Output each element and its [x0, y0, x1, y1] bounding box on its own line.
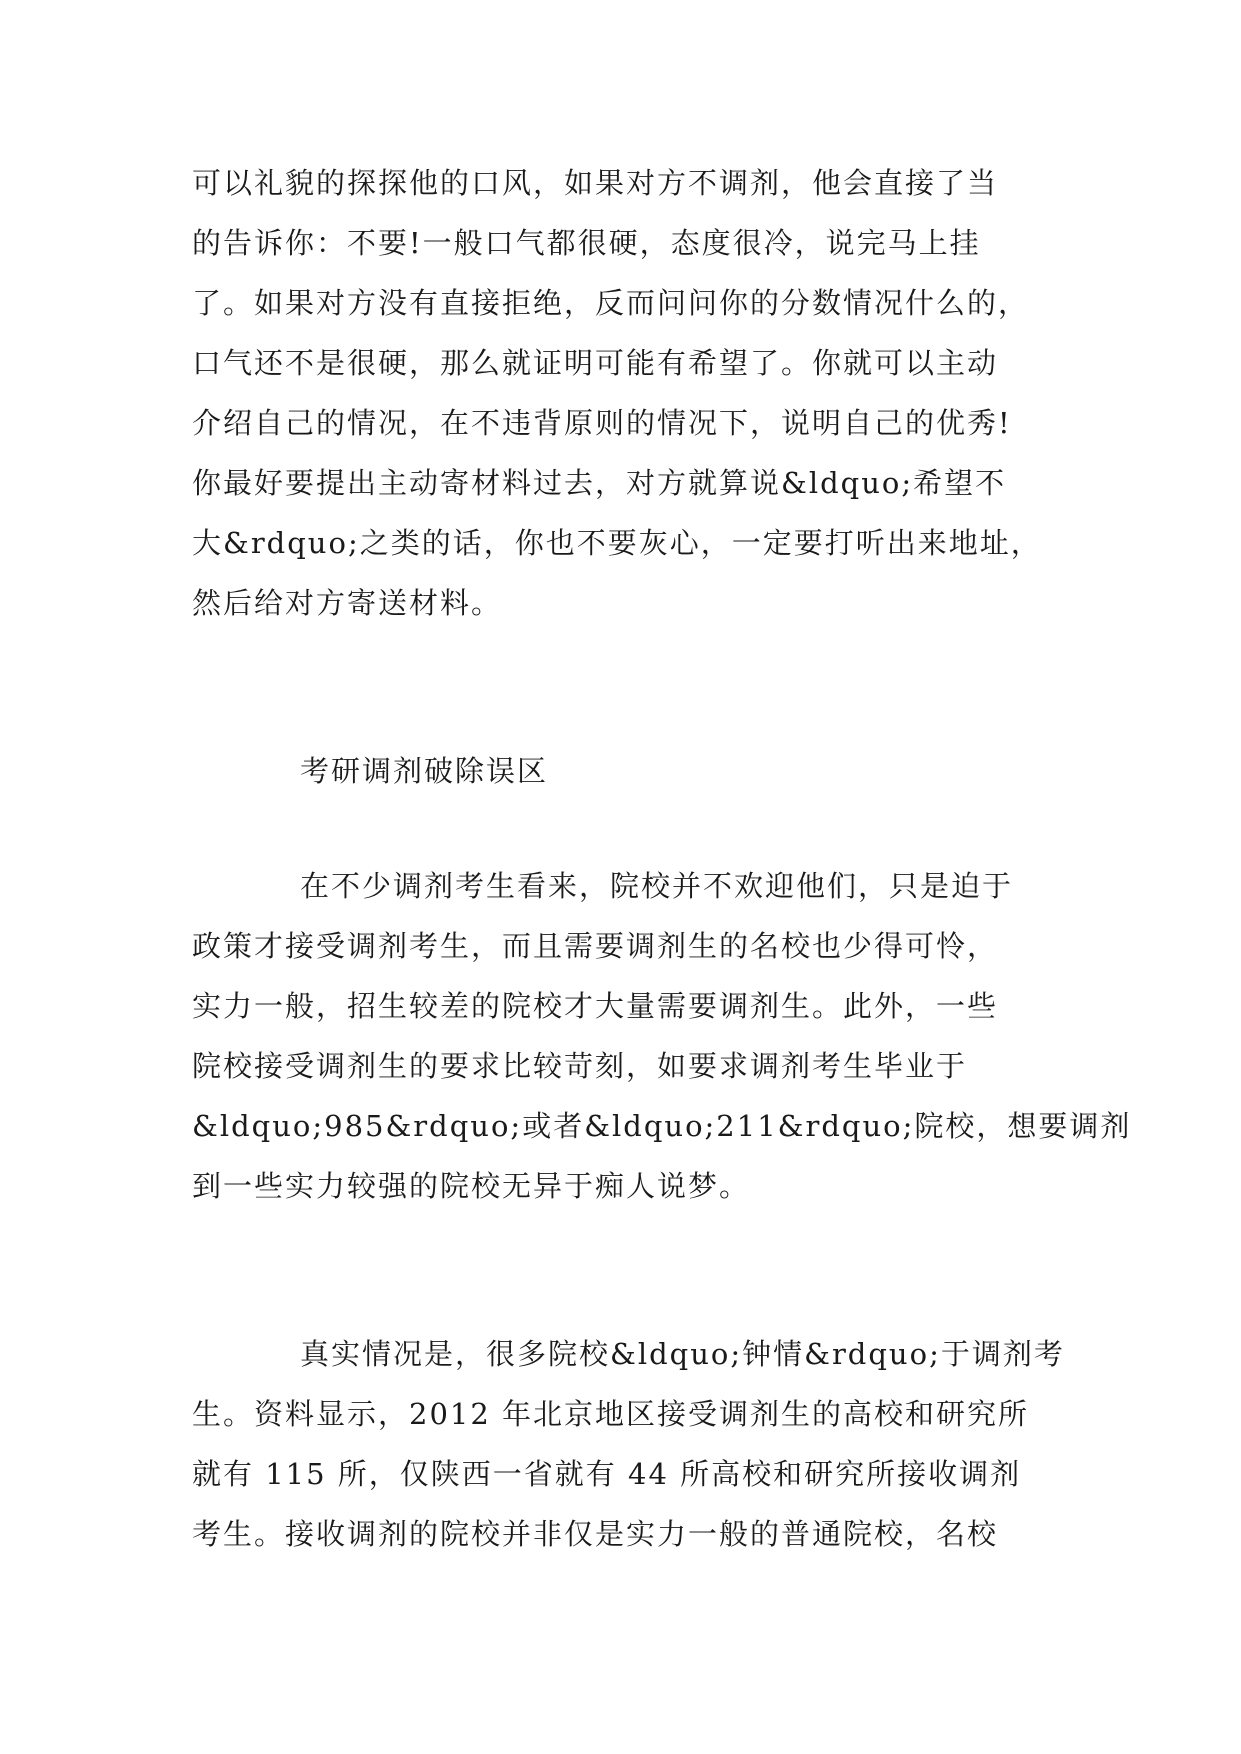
- body-text-line: 然后给对方寄送材料。: [192, 586, 503, 620]
- body-text-line: &ldquo;985&rdquo;或者&ldquo;211&rdquo;院校，想要调剂: [192, 1109, 1132, 1143]
- body-text-line: 了。如果对方没有直接拒绝，反而问问你的分数情况什么的，: [192, 286, 1030, 320]
- body-text-line: 口气还不是很硬，那么就证明可能有希望了。你就可以主动: [192, 346, 999, 380]
- body-text-line: 介绍自己的情况，在不违背原则的情况下，说明自己的优秀!: [192, 406, 1012, 440]
- section-heading: 考研调剂破除误区: [300, 754, 549, 788]
- body-text-line: 实力一般，招生较差的院校才大量需要调剂生。此外，一些: [192, 989, 999, 1023]
- body-text-line: 院校接受调剂生的要求比较苛刻，如要求调剂考生毕业于: [192, 1049, 968, 1083]
- body-text-line: 在不少调剂考生看来，院校并不欢迎他们，只是迫于: [300, 869, 1014, 903]
- body-text-line: 生。资料显示，2012 年北京地区接受调剂生的高校和研究所: [192, 1397, 1030, 1431]
- body-text-line: 大&rdquo;之类的话，你也不要灰心，一定要打听出来地址，: [192, 526, 1042, 560]
- body-text-line: 你最好要提出主动寄材料过去，对方就算说&ldquo;希望不: [192, 466, 1007, 500]
- body-text-line: 到一些实力较强的院校无异于痴人说梦。: [192, 1169, 751, 1203]
- body-text-line: 就有 115 所，仅陕西一省就有 44 所高校和研究所接收调剂: [192, 1457, 1022, 1491]
- body-text-line: 的告诉你：不要!一般口气都很硬，态度很冷，说完马上挂: [192, 226, 981, 260]
- body-text-line: 真实情况是，很多院校&ldquo;钟情&rdquo;于调剂考: [300, 1337, 1065, 1371]
- body-text-line: 考生。接收调剂的院校并非仅是实力一般的普通院校，名校: [192, 1517, 999, 1551]
- body-text-line: 政策才接受调剂考生，而且需要调剂生的名校也少得可怜，: [192, 929, 999, 963]
- body-text-line: 可以礼貌的探探他的口风，如果对方不调剂，他会直接了当: [192, 166, 999, 200]
